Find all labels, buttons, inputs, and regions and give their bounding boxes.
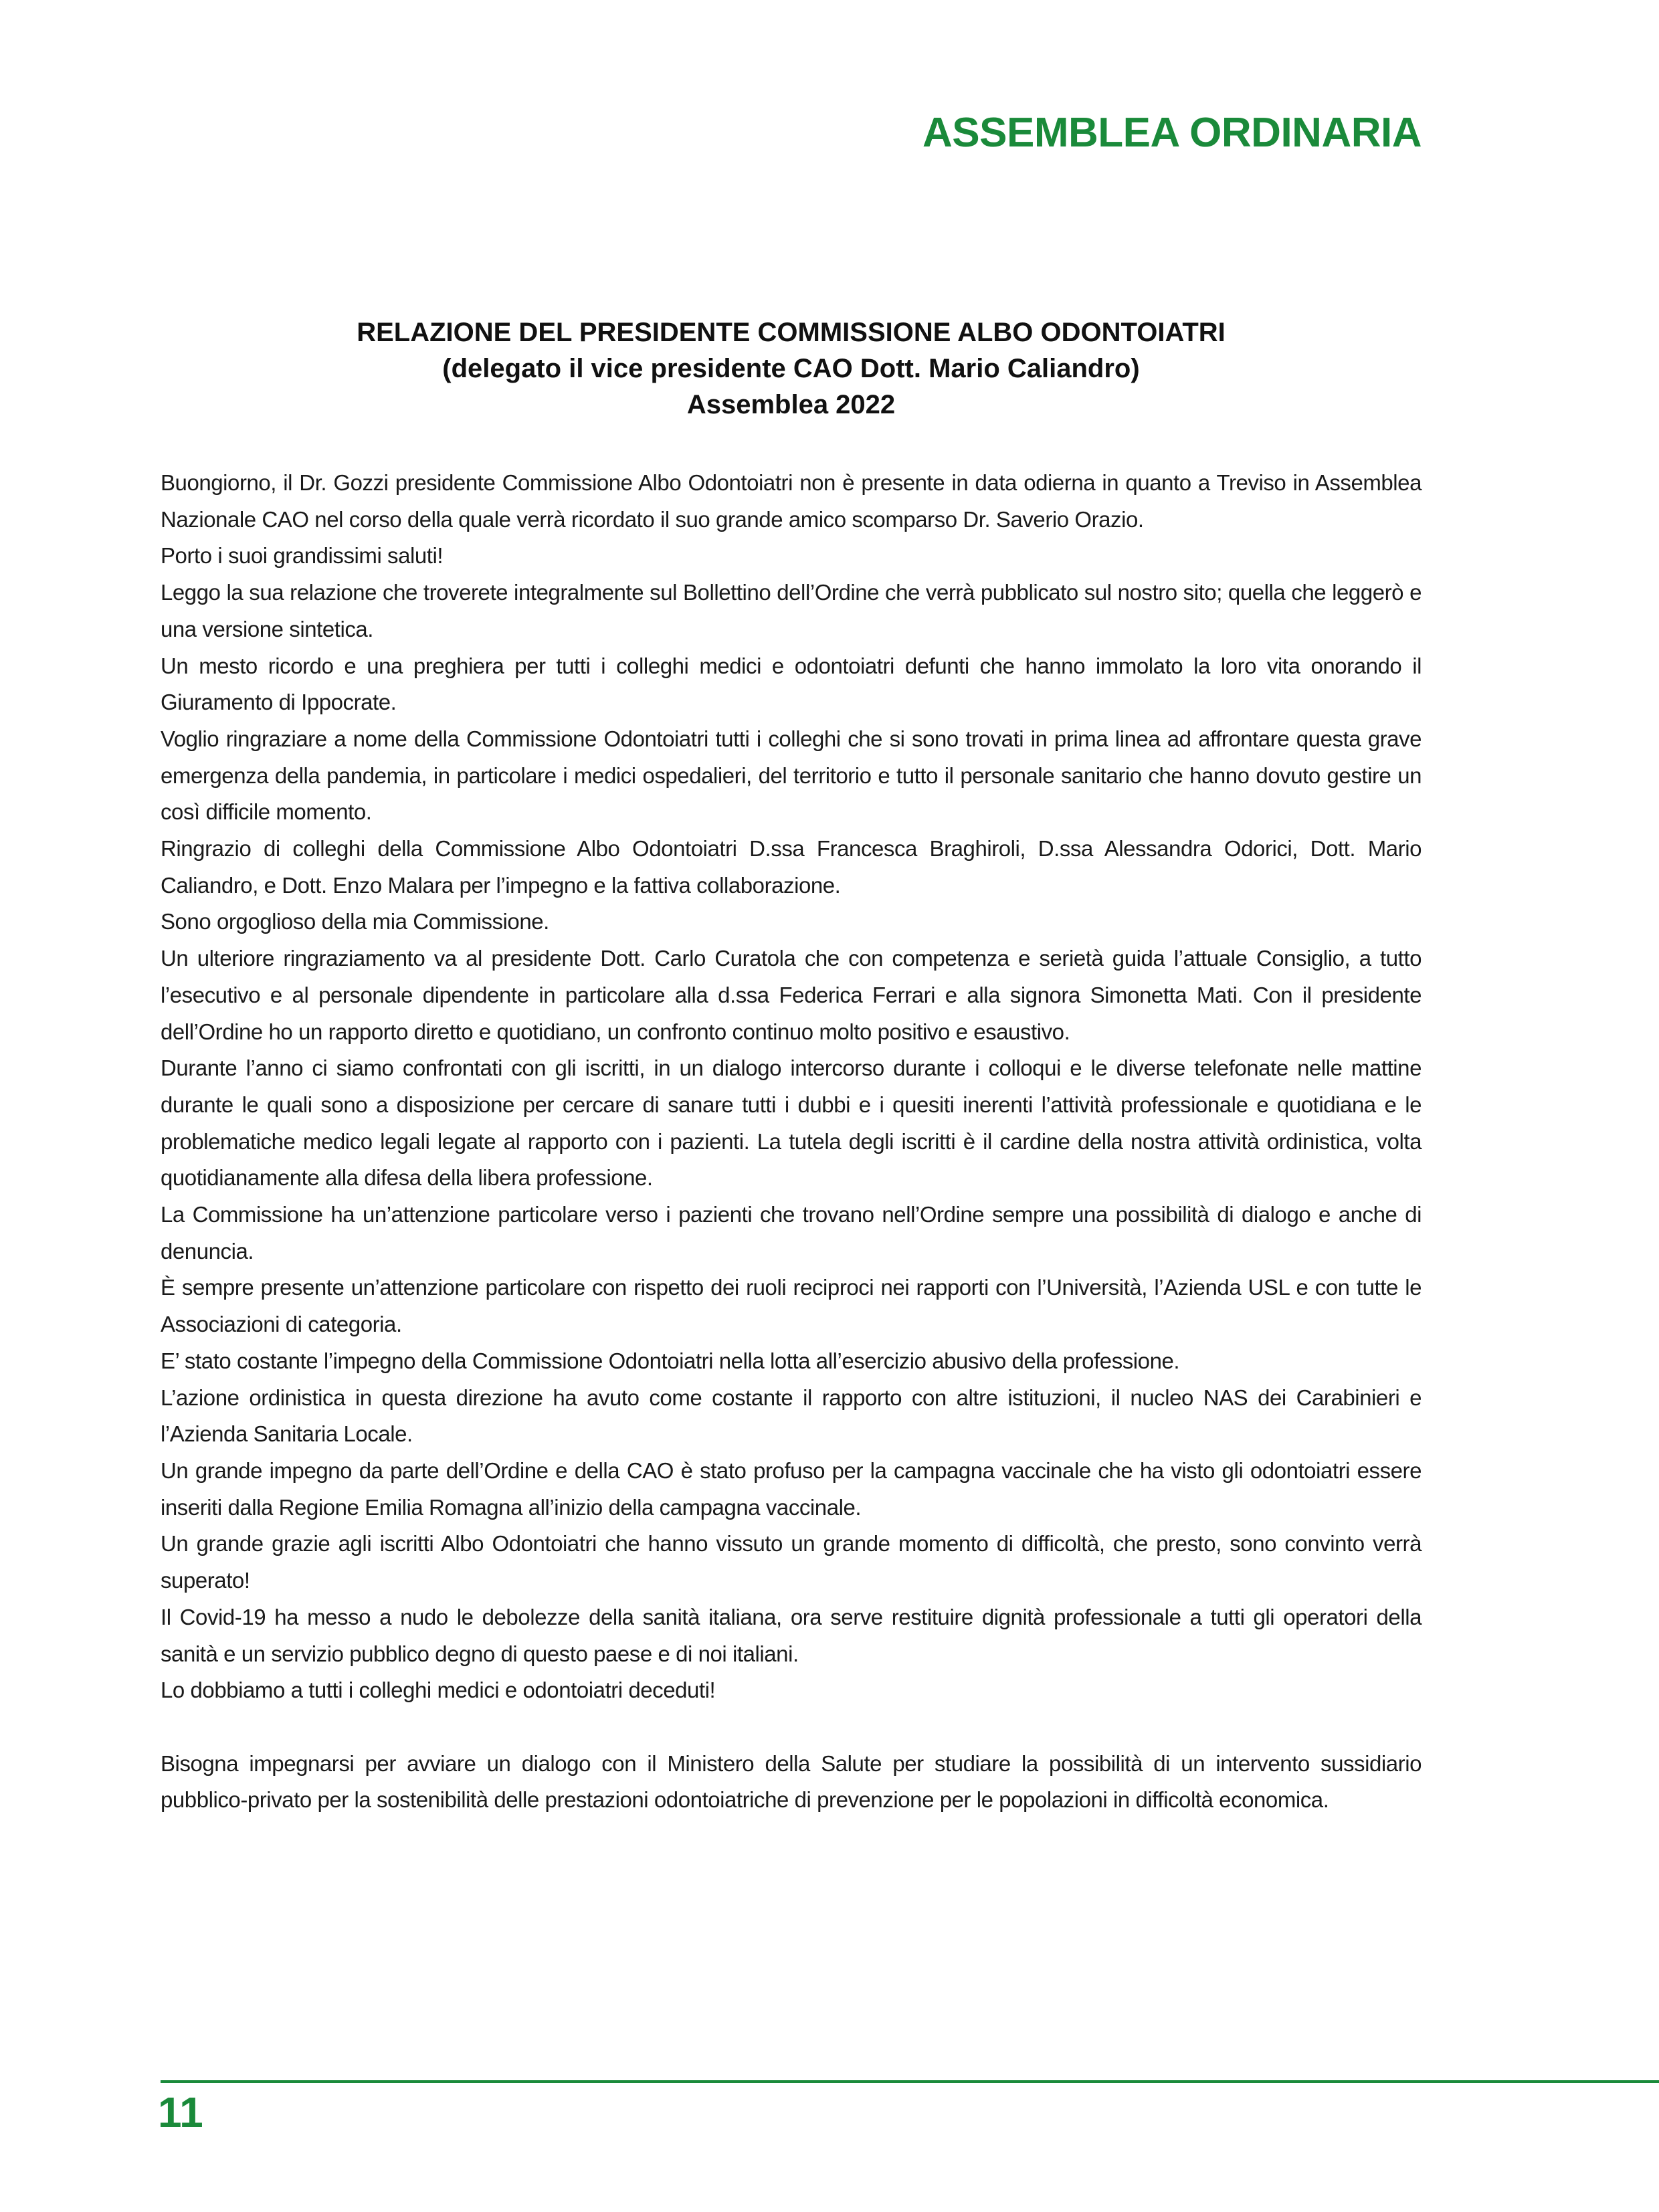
report-body <box>161 465 1422 1819</box>
paragraph: Un grande grazie agli iscritti Albo Odontoiatri che hanno vissuto un grande momento di difficoltà, che presto, sono convinto verrà superato! <box>161 1531 1422 1593</box>
page-number: 11 <box>158 2088 203 2136</box>
paragraph: E’ stato costante l’impegno della Commissione Odontoiatri nella lotta all’esercizio abusivo della professione. <box>161 1348 1180 1373</box>
paragraph: Il Covid-19 ha messo a nudo le debolezze della sanità italiana, ora serve restituire dignità professionale a tutti gli operatori della sanità e un servizio pubblico degno di questo paese e di noi italiani. <box>161 1604 1422 1666</box>
report-title-line-1: RELAZIONE DEL PRESIDENTE COMMISSIONE ALBO ODONTOIATRI <box>357 318 1226 347</box>
paragraph: Sono orgoglioso della mia Commissione. <box>161 909 549 934</box>
paragraph: La Commissione ha un’attenzione particolare verso i pazienti che trovano nell’Ordine sempre una possibilità di dialogo e anche di denuncia. <box>161 1202 1422 1264</box>
report-title-line-2: (delegato il vice presidente CAO Dott. Mario Caliandro) <box>442 354 1140 383</box>
report-title-line-3: Assemblea 2022 <box>686 390 896 419</box>
paragraph: Durante l’anno ci siamo confrontati con gli iscritti, in un dialogo intercorso durante i colloqui e le diverse telefonate nelle mattine durante le quali sono a disposizione per cercare di sanare tutti i dubbi e i quesiti inerenti l’attività professionale e quotidiana e le problematiche medico legali legate al rapporto con i pazienti. La tutela degli iscritti è il cardine della nostra attività ordinistica, volta quotidianamente alla difesa della libera professione. <box>161 1055 1422 1191</box>
paragraph: Bisogna impegnarsi per avviare un dialogo con il Ministero della Salute per studiare la possibilità di un intervento sussidiario pubblico-privato per la sostenibilità delle prestazioni odontoiatriche di prevenzione per le popolazioni in difficoltà economica. <box>161 1750 1422 1813</box>
footer-divider <box>161 2080 1659 2083</box>
paragraph: Lo dobbiamo a tutti i colleghi medici e odontoiatri deceduti! <box>161 1678 716 1703</box>
report-title-block <box>161 314 1422 423</box>
paragraph: È sempre presente un’attenzione particolare con rispetto dei ruoli reciproci nei rapporti con l’Università, l’Azienda USL e con tutte le Associazioni di categoria. <box>161 1275 1422 1337</box>
paragraph: Ringrazio di colleghi della Commissione Albo Odontoiatri D.ssa Francesca Braghiroli, D.ssa Alessandra Odorici, Dott. Mario Caliandro, e Dott. Enzo Malara per l’impegno e la fattiva collaborazione. <box>161 836 1422 898</box>
section-header: ASSEMBLEA ORDINARIA <box>922 110 1422 156</box>
paragraph: Leggo la sua relazione che troverete integralmente sul Bollettino dell’Ordine che verrà pubblicato sul nostro sito; quella che leggerò e una versione sintetica. <box>161 580 1422 641</box>
paragraph: L’azione ordinistica in questa direzione ha avuto come costante il rapporto con altre istituzioni, il nucleo NAS dei Carabinieri e l’Azienda Sanitaria Locale. <box>161 1385 1422 1447</box>
paragraph: Porto i suoi grandissimi saluti! <box>161 543 444 569</box>
paragraph: Un ulteriore ringraziamento va al presidente Dott. Carlo Curatola che con competenza e serietà guida l’attuale Consiglio, a tutto l’esecutivo e al personale dipendente in particolare alla d.ssa Federica Ferrari e alla signora Simonetta Mati. Con il presidente dell’Ordine ho un rapporto diretto e quotidiano, un confronto continuo molto positivo e esaustivo. <box>161 946 1422 1044</box>
paragraph: Voglio ringraziare a nome della Commissione Odontoiatri tutti i colleghi che si sono trovati in prima linea ad affrontare questa grave emergenza della pandemia, in particolare i medici ospedalieri, del territorio e tutto il personale sanitario che hanno dovuto gestire un così difficile momento. <box>161 726 1422 825</box>
paragraph: Un grande impegno da parte dell’Ordine e della CAO è stato profuso per la campagna vaccinale che ha visto gli odontoiatri essere inseriti dalla Regione Emilia Romagna all’inizio della campagna vaccinale. <box>161 1457 1422 1520</box>
paragraph: Buongiorno, il Dr. Gozzi presidente Commissione Albo Odontoiatri non è presente in data odierna in quanto a Treviso in Assemblea Nazionale CAO nel corso della quale verrà ricordato il suo grande amico scomparso Dr. Saverio Orazio. <box>161 470 1422 532</box>
paragraph: Un mesto ricordo e una preghiera per tutti i colleghi medici e odontoiatri defunti che hanno immolato la loro vita onorando il Giuramento di Ippocrate. <box>161 653 1422 715</box>
